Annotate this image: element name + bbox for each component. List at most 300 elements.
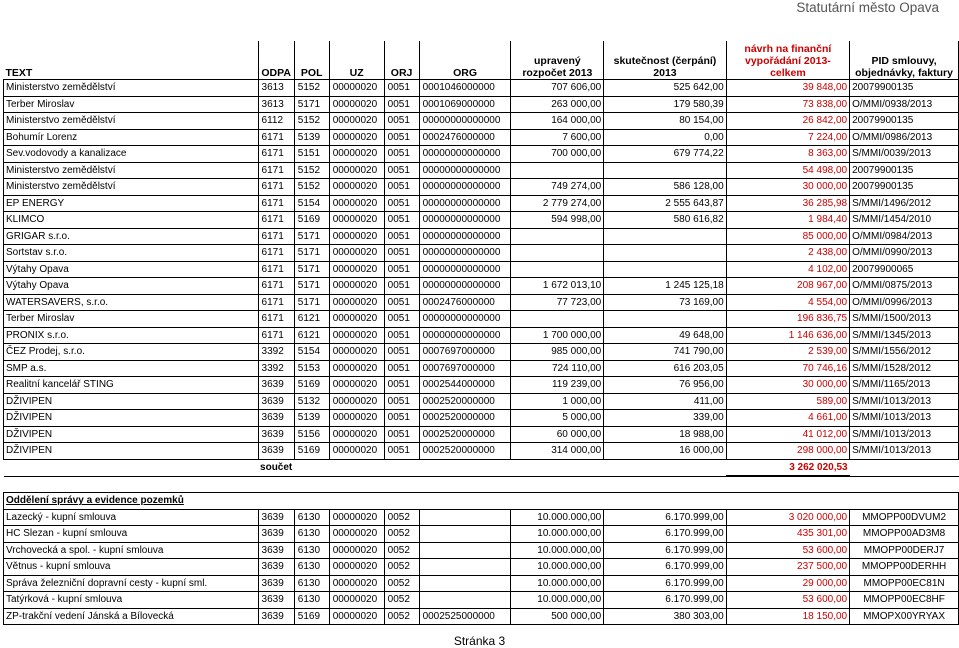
cell-pid: MMOPP00EC8HF	[850, 592, 959, 609]
cell-pol: 5139	[294, 410, 329, 427]
main-rows	[4, 80, 959, 460]
cell-odpa: 3613	[258, 80, 294, 97]
table-row	[4, 162, 959, 179]
cell-navrh: 30 000,00	[726, 377, 849, 394]
cell-odpa: 6171	[258, 278, 294, 295]
cell-odpa: 3639	[258, 575, 294, 592]
cell-odpa: 6171	[258, 146, 294, 163]
cell-navrh: 4 661,00	[726, 410, 849, 427]
cell-upraveny: 10.000.000,00	[511, 526, 604, 543]
cell-org: 00000000000000	[419, 146, 511, 163]
cell-text: DŽIVIPEN	[4, 426, 259, 443]
cell-orj: 0051	[384, 261, 419, 278]
cell-pol: 5171	[294, 278, 329, 295]
cell-orj: 0051	[384, 113, 419, 130]
cell-uz: 00000020	[329, 410, 384, 427]
cell-text: Terber Miroslav	[4, 311, 259, 328]
cell-navrh: 4 554,00	[726, 294, 849, 311]
cell-odpa: 3392	[258, 360, 294, 377]
cell-navrh: 18 150,00	[726, 608, 849, 625]
cell-pid: 20079900135	[850, 113, 959, 130]
cell-org: 0007697000000	[419, 360, 511, 377]
cell-orj: 0051	[384, 377, 419, 394]
cell-orj: 0051	[384, 393, 419, 410]
cell-uz: 00000020	[329, 311, 384, 328]
cell-uz: 00000020	[329, 212, 384, 229]
cell-pol: 6121	[294, 311, 329, 328]
cell-skutecnost	[604, 311, 726, 328]
table-row	[4, 80, 959, 97]
cell-org: 0002520000000	[419, 443, 511, 460]
cell-uz: 00000020	[329, 542, 384, 559]
cell-text: Vrchovecká a spol. - kupní smlouva	[4, 542, 259, 559]
cell-pid: S/MMI/1556/2012	[850, 344, 959, 361]
cell-skutecnost	[604, 245, 726, 262]
cell-skutecnost: 741 790,00	[604, 344, 726, 361]
cell-pol: 5132	[294, 393, 329, 410]
cell-uz: 00000020	[329, 526, 384, 543]
cell-uz: 00000020	[329, 575, 384, 592]
cell-skutecnost: 6.170.999,00	[604, 509, 726, 526]
cell-skutecnost	[604, 228, 726, 245]
cell-skutecnost: 586 128,00	[604, 179, 726, 196]
cell-org: 00000000000000	[419, 245, 511, 262]
cell-navrh: 2 438,00	[726, 245, 849, 262]
cell-upraveny: 164 000,00	[511, 113, 604, 130]
cell-text: PRONIX s.r.o.	[4, 327, 259, 344]
cell-pid: 20079900135	[850, 179, 959, 196]
cell-upraveny: 314 000,00	[511, 443, 604, 460]
cell-uz: 00000020	[329, 146, 384, 163]
section-heading: Oddělení správy a evidence pozemků	[4, 493, 295, 510]
cell-pol: 5153	[294, 360, 329, 377]
cell-pid: S/MMI/1528/2012	[850, 360, 959, 377]
cell-odpa: 3639	[258, 393, 294, 410]
cell-text: HC Slezan - kupní smlouva	[4, 526, 259, 543]
cell-navrh: 41 012,00	[726, 426, 849, 443]
cell-odpa: 3639	[258, 559, 294, 576]
cell-org: 00000000000000	[419, 162, 511, 179]
cell-pid: O/MMI/0984/2013	[850, 228, 959, 245]
table-row	[4, 393, 959, 410]
cell-navrh: 53 600,00	[726, 542, 849, 559]
cell-pid: 20079900065	[850, 261, 959, 278]
cell-skutecnost: 18 988,00	[604, 426, 726, 443]
cell-pol: 6130	[294, 509, 329, 526]
cell-pid: S/MMI/1345/2013	[850, 327, 959, 344]
cell-org: 00000000000000	[419, 179, 511, 196]
cell-odpa: 3639	[258, 608, 294, 625]
cell-upraveny: 700 000,00	[511, 146, 604, 163]
cell-odpa: 3639	[258, 542, 294, 559]
cell-orj: 0052	[384, 542, 419, 559]
cell-uz: 00000020	[329, 195, 384, 212]
cell-orj: 0051	[384, 245, 419, 262]
cell-skutecnost: 76 956,00	[604, 377, 726, 394]
cell-skutecnost: 6.170.999,00	[604, 542, 726, 559]
cell-text: ČEZ Prodej, s.r.o.	[4, 344, 259, 361]
cell-odpa: 6171	[258, 179, 294, 196]
cell-odpa: 6171	[258, 129, 294, 146]
cell-upraveny: 1 672 013,10	[511, 278, 604, 295]
cell-pol: 6121	[294, 327, 329, 344]
cell-upraveny: 985 000,00	[511, 344, 604, 361]
cell-odpa: 3639	[258, 509, 294, 526]
cell-pol: 5154	[294, 344, 329, 361]
cell-upraveny: 7 600,00	[511, 129, 604, 146]
table-row	[4, 360, 959, 377]
cell-uz: 00000020	[329, 113, 384, 130]
cell-upraveny	[511, 228, 604, 245]
cell-upraveny: 10.000.000,00	[511, 575, 604, 592]
cell-org	[419, 592, 511, 609]
cell-uz: 00000020	[329, 278, 384, 295]
budget-table	[3, 41, 959, 625]
cell-odpa: 6171	[258, 261, 294, 278]
cell-orj: 0051	[384, 80, 419, 97]
cell-skutecnost: 411,00	[604, 393, 726, 410]
cell-odpa: 6171	[258, 162, 294, 179]
cell-text: GRIGAR s.r.o.	[4, 228, 259, 245]
cell-skutecnost: 679 774,22	[604, 146, 726, 163]
cell-odpa: 3639	[258, 443, 294, 460]
cell-org	[419, 509, 511, 526]
cell-pol: 5152	[294, 179, 329, 196]
cell-pid: O/MMI/0990/2013	[850, 245, 959, 262]
table-row	[4, 377, 959, 394]
cell-navrh: 7 224,00	[726, 129, 849, 146]
table-row	[4, 212, 959, 229]
header-text: TEXT	[4, 41, 259, 80]
cell-pid: O/MMI/0986/2013	[850, 129, 959, 146]
cell-upraveny: 1 700 000,00	[511, 327, 604, 344]
cell-orj: 0051	[384, 443, 419, 460]
cell-pol: 5171	[294, 261, 329, 278]
cell-upraveny	[511, 311, 604, 328]
cell-pol: 5171	[294, 228, 329, 245]
table-row	[4, 261, 959, 278]
header-pol: POL	[294, 41, 329, 80]
cell-pol: 6130	[294, 575, 329, 592]
table-row	[4, 327, 959, 344]
cell-text: Sortstav s.r.o.	[4, 245, 259, 262]
cell-pid: MMOPP00DVUM2	[850, 509, 959, 526]
cell-skutecnost: 0,00	[604, 129, 726, 146]
cell-org: 0002544000000	[419, 377, 511, 394]
cell-orj: 0051	[384, 195, 419, 212]
cell-orj: 0051	[384, 294, 419, 311]
header-upraveny: upravený rozpočet 2013	[511, 41, 604, 80]
cell-text: SMP a.s.	[4, 360, 259, 377]
cell-upraveny: 707 606,00	[511, 80, 604, 97]
cell-uz: 00000020	[329, 393, 384, 410]
cell-pid: MMOPP00DERJ7	[850, 542, 959, 559]
cell-navrh: 196 836,75	[726, 311, 849, 328]
cell-uz: 00000020	[329, 608, 384, 625]
cell-navrh: 39 848,00	[726, 80, 849, 97]
cell-text: Lazecký - kupní smlouva	[4, 509, 259, 526]
cell-orj: 0051	[384, 96, 419, 113]
cell-pid: O/MMI/0938/2013	[850, 96, 959, 113]
cell-skutecnost: 1 245 125,18	[604, 278, 726, 295]
cell-navrh: 70 746,16	[726, 360, 849, 377]
cell-text: DŽIVIPEN	[4, 393, 259, 410]
cell-orj: 0051	[384, 228, 419, 245]
cell-pol: 5171	[294, 245, 329, 262]
cell-org: 00000000000000	[419, 113, 511, 130]
cell-upraveny: 10.000.000,00	[511, 542, 604, 559]
cell-pid: MMOPX00YRYAX	[850, 608, 959, 625]
cell-pid: S/MMI/1013/2013	[850, 393, 959, 410]
cell-upraveny: 594 998,00	[511, 212, 604, 229]
cell-upraveny	[511, 245, 604, 262]
subtotal-block	[4, 459, 959, 509]
cell-orj: 0052	[384, 559, 419, 576]
cell-upraveny: 119 239,00	[511, 377, 604, 394]
cell-navrh: 589,00	[726, 393, 849, 410]
cell-text: Ministerstvo zemědělství	[4, 80, 259, 97]
cell-skutecnost: 525 642,00	[604, 80, 726, 97]
cell-uz: 00000020	[329, 443, 384, 460]
cell-orj: 0051	[384, 410, 419, 427]
cell-pol: 6130	[294, 542, 329, 559]
cell-navrh: 54 498,00	[726, 162, 849, 179]
cell-orj: 0052	[384, 526, 419, 543]
cell-org: 00000000000000	[419, 195, 511, 212]
cell-skutecnost: 73 169,00	[604, 294, 726, 311]
cell-orj: 0052	[384, 509, 419, 526]
cell-text: Ministerstvo zemědělství	[4, 179, 259, 196]
header-orj: ORJ	[384, 41, 419, 80]
cell-upraveny: 263 000,00	[511, 96, 604, 113]
cell-text: Správa železniční dopravní cesty - kupní sml.	[4, 575, 259, 592]
cell-upraveny: 5 000,00	[511, 410, 604, 427]
cell-pol: 6130	[294, 559, 329, 576]
cell-pol: 6130	[294, 592, 329, 609]
cell-navrh: 3 020 000,00	[726, 509, 849, 526]
cell-skutecnost: 339,00	[604, 410, 726, 427]
table-row	[4, 179, 959, 196]
cell-skutecnost	[604, 261, 726, 278]
cell-uz: 00000020	[329, 179, 384, 196]
cell-pol: 5156	[294, 426, 329, 443]
cell-org: 0002476000000	[419, 294, 511, 311]
cell-orj: 0051	[384, 311, 419, 328]
cell-org: 0007697000000	[419, 344, 511, 361]
cell-navrh: 237 500,00	[726, 559, 849, 576]
cell-skutecnost: 2 555 643,87	[604, 195, 726, 212]
cell-org: 00000000000000	[419, 327, 511, 344]
cell-org: 0002476000000	[419, 129, 511, 146]
cell-odpa: 6171	[258, 228, 294, 245]
cell-odpa: 3639	[258, 526, 294, 543]
cell-text: Ministerstvo zemědělství	[4, 162, 259, 179]
cell-uz: 00000020	[329, 360, 384, 377]
cell-orj: 0052	[384, 592, 419, 609]
cell-org: 0001069000000	[419, 96, 511, 113]
cell-pol: 6130	[294, 526, 329, 543]
cell-navrh: 1 146 636,00	[726, 327, 849, 344]
cell-pol: 5169	[294, 212, 329, 229]
subtotal-value: 3 262 020,53	[726, 459, 849, 476]
cell-text: Tatýrková - kupní smlouva	[4, 592, 259, 609]
cell-odpa: 6171	[258, 311, 294, 328]
cell-orj: 0052	[384, 608, 419, 625]
cell-text: EP ENERGY	[4, 195, 259, 212]
cell-orj: 0051	[384, 129, 419, 146]
cell-pol: 5171	[294, 294, 329, 311]
table-row	[4, 592, 959, 609]
cell-odpa: 6171	[258, 245, 294, 262]
table-row	[4, 311, 959, 328]
cell-pid: 20079900135	[850, 162, 959, 179]
table-row	[4, 245, 959, 262]
cell-org: 0002520000000	[419, 393, 511, 410]
cell-navrh: 85 000,00	[726, 228, 849, 245]
cell-pol: 5169	[294, 608, 329, 625]
header-odpa: ODPA	[258, 41, 294, 80]
cell-orj: 0052	[384, 575, 419, 592]
cell-pol: 5139	[294, 129, 329, 146]
cell-odpa: 6171	[258, 294, 294, 311]
cell-upraveny: 77 723,00	[511, 294, 604, 311]
cell-text: Ministerstvo zemědělství	[4, 113, 259, 130]
cell-org: 0002520000000	[419, 426, 511, 443]
cell-skutecnost: 6.170.999,00	[604, 526, 726, 543]
cell-pol: 5169	[294, 443, 329, 460]
cell-upraveny: 1 000,00	[511, 393, 604, 410]
cell-pid: O/MMI/0996/2013	[850, 294, 959, 311]
subtotal-label: součet	[258, 459, 294, 476]
cell-odpa: 3613	[258, 96, 294, 113]
cell-pid: S/MMI/0039/2013	[850, 146, 959, 163]
cell-text: Výtahy Opava	[4, 278, 259, 295]
cell-org: 0001046000000	[419, 80, 511, 97]
cell-odpa: 3639	[258, 592, 294, 609]
cell-text: KLIMCO	[4, 212, 259, 229]
cell-uz: 00000020	[329, 96, 384, 113]
cell-navrh: 435 301,00	[726, 526, 849, 543]
table-row	[4, 426, 959, 443]
table-row	[4, 559, 959, 576]
cell-pol: 5151	[294, 146, 329, 163]
cell-pol: 5154	[294, 195, 329, 212]
cell-uz: 00000020	[329, 80, 384, 97]
cell-uz: 00000020	[329, 377, 384, 394]
cell-uz: 00000020	[329, 509, 384, 526]
cell-skutecnost	[604, 162, 726, 179]
cell-pid: MMOPP00EC81N	[850, 575, 959, 592]
cell-navrh: 30 000,00	[726, 179, 849, 196]
cell-skutecnost: 80 154,00	[604, 113, 726, 130]
cell-navrh: 2 539,00	[726, 344, 849, 361]
cell-upraveny	[511, 261, 604, 278]
cell-uz: 00000020	[329, 162, 384, 179]
cell-pol: 5169	[294, 377, 329, 394]
cell-uz: 00000020	[329, 344, 384, 361]
cell-uz: 00000020	[329, 294, 384, 311]
cell-org: 0002525000000	[419, 608, 511, 625]
cell-upraveny: 724 110,00	[511, 360, 604, 377]
section2-rows	[4, 509, 959, 625]
page-number: Stránka 3	[453, 634, 506, 648]
cell-text: Sev.vodovody a kanalizace	[4, 146, 259, 163]
cell-uz: 00000020	[329, 228, 384, 245]
cell-pol: 5152	[294, 162, 329, 179]
section-heading-row	[4, 493, 959, 510]
table-row	[4, 146, 959, 163]
cell-org	[419, 526, 511, 543]
table-row	[4, 113, 959, 130]
cell-navrh: 73 838,00	[726, 96, 849, 113]
cell-org: 00000000000000	[419, 212, 511, 229]
table-row	[4, 542, 959, 559]
cell-navrh: 26 842,00	[726, 113, 849, 130]
cell-org: 0002520000000	[419, 410, 511, 427]
cell-pid: 20079900135	[850, 80, 959, 97]
cell-uz: 00000020	[329, 592, 384, 609]
table-row	[4, 96, 959, 113]
cell-skutecnost: 380 303,00	[604, 608, 726, 625]
table-row	[4, 608, 959, 625]
cell-orj: 0051	[384, 179, 419, 196]
cell-odpa: 6171	[258, 327, 294, 344]
cell-upraveny: 10.000.000,00	[511, 592, 604, 609]
cell-skutecnost: 16 000,00	[604, 443, 726, 460]
cell-orj: 0051	[384, 426, 419, 443]
cell-pid: S/MMI/1165/2013	[850, 377, 959, 394]
cell-pid: S/MMI/1454/2010	[850, 212, 959, 229]
cell-upraveny: 749 274,00	[511, 179, 604, 196]
cell-text: Terber Miroslav	[4, 96, 259, 113]
cell-upraveny: 500 000,00	[511, 608, 604, 625]
cell-uz: 00000020	[329, 426, 384, 443]
cell-orj: 0051	[384, 278, 419, 295]
table-row	[4, 278, 959, 295]
cell-pol: 5152	[294, 113, 329, 130]
cell-skutecnost: 179 580,39	[604, 96, 726, 113]
cell-navrh: 298 000,00	[726, 443, 849, 460]
cell-text: Realitní kancelář STING	[4, 377, 259, 394]
cell-pid: S/MMI/1013/2013	[850, 443, 959, 460]
cell-navrh: 8 363,00	[726, 146, 849, 163]
table-row	[4, 129, 959, 146]
cell-text: Výtahy Opava	[4, 261, 259, 278]
cell-skutecnost: 49 648,00	[604, 327, 726, 344]
cell-navrh: 53 600,00	[726, 592, 849, 609]
cell-pid: MMOPP00AD3M8	[850, 526, 959, 543]
header-pid: PID smlouvy, objednávky, faktury	[850, 41, 959, 80]
cell-orj: 0051	[384, 327, 419, 344]
cell-org	[419, 559, 511, 576]
cell-skutecnost: 580 616,82	[604, 212, 726, 229]
cell-org: 00000000000000	[419, 228, 511, 245]
cell-uz: 00000020	[329, 327, 384, 344]
cell-orj: 0051	[384, 146, 419, 163]
cell-upraveny	[511, 162, 604, 179]
cell-uz: 00000020	[329, 261, 384, 278]
cell-text: WATERSAVERS, s.r.o.	[4, 294, 259, 311]
table-row	[4, 410, 959, 427]
cell-skutecnost: 6.170.999,00	[604, 559, 726, 576]
cell-odpa: 6171	[258, 195, 294, 212]
cell-skutecnost: 6.170.999,00	[604, 575, 726, 592]
cell-upraveny: 2 779 274,00	[511, 195, 604, 212]
table-row	[4, 195, 959, 212]
header-uz: UZ	[329, 41, 384, 80]
cell-org: 00000000000000	[419, 311, 511, 328]
cell-text: Bohumír Lorenz	[4, 129, 259, 146]
